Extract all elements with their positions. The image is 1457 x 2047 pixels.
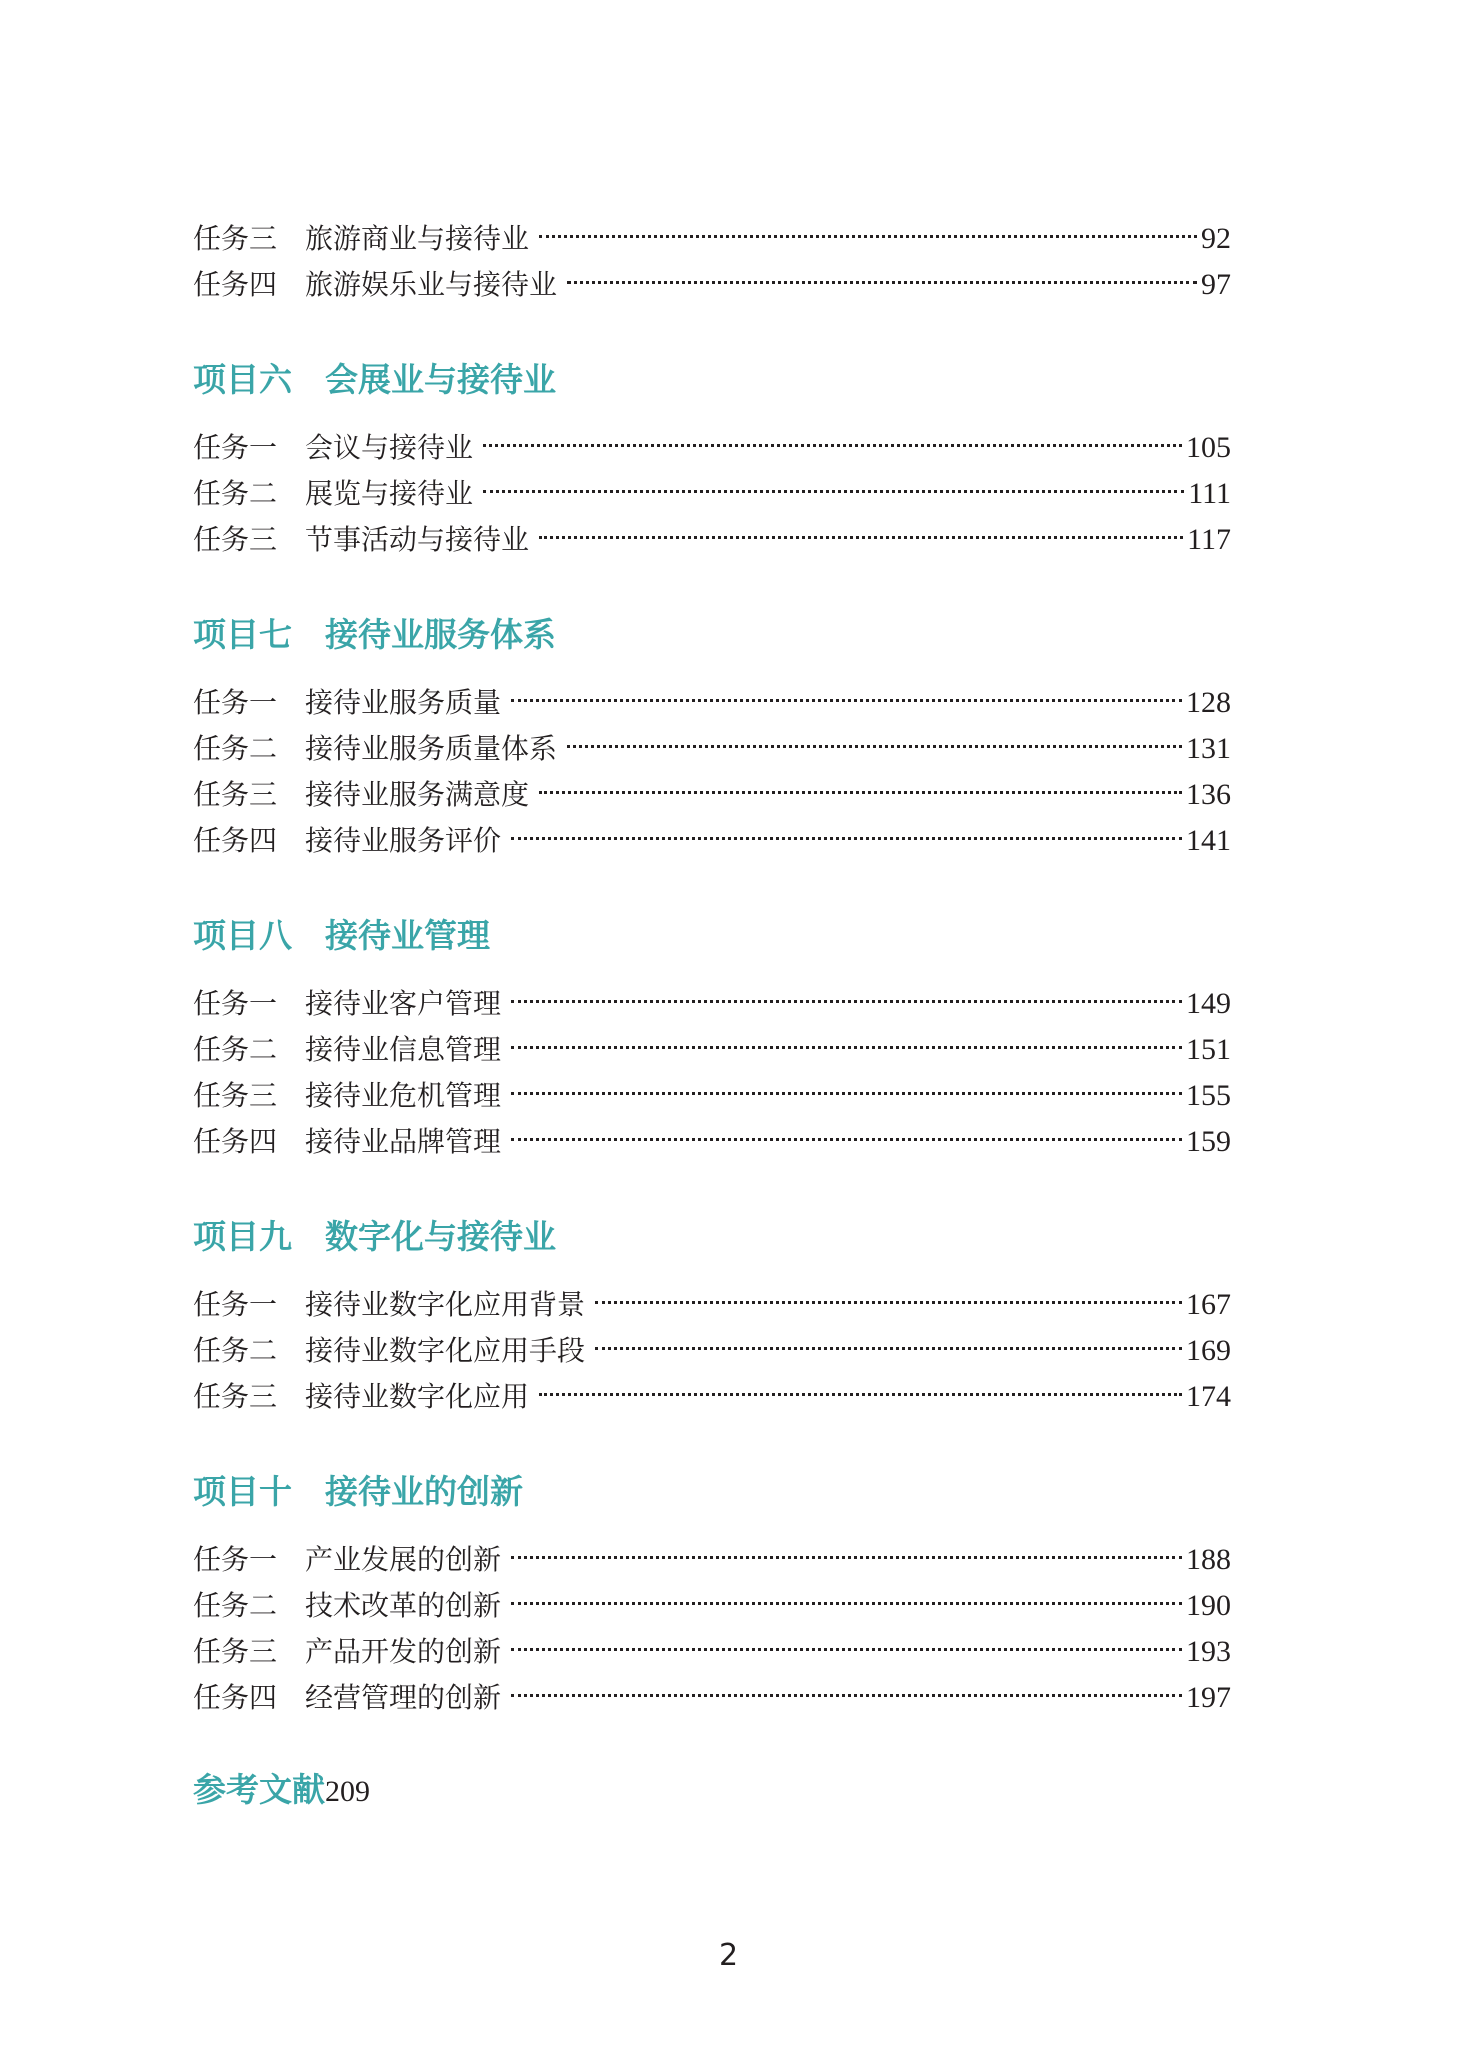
task-number: 任务四 (193, 824, 278, 857)
task-number: 任务一 (193, 686, 278, 719)
dot-leader (595, 1347, 1182, 1350)
dot-leader (483, 444, 1182, 447)
entry-page: 197 (1186, 1681, 1231, 1714)
section-heading[interactable] (193, 612, 1231, 658)
toc-entry[interactable] (193, 818, 1231, 864)
section-heading[interactable] (193, 357, 1231, 403)
dot-leader (539, 1393, 1182, 1396)
entry-title: 接待业品牌管理 (305, 1125, 502, 1158)
entry-page: 169 (1186, 1334, 1231, 1367)
dot-leader (539, 536, 1183, 539)
references-title: 参考文献 (193, 1770, 325, 1809)
toc-entry[interactable] (193, 772, 1231, 818)
entry-title: 经营管理的创新 (305, 1681, 502, 1714)
toc-entry[interactable] (193, 1537, 1231, 1583)
dot-leader (511, 1092, 1182, 1095)
section-number: 项目八 (193, 916, 292, 955)
entry-page: 117 (1187, 523, 1231, 556)
entry-page: 136 (1186, 778, 1231, 811)
entry-title: 会议与接待业 (305, 431, 474, 464)
task-number: 任务三 (193, 1635, 278, 1668)
section-number: 项目六 (193, 360, 292, 399)
task-number: 任务四 (193, 1125, 278, 1158)
entry-title: 产品开发的创新 (305, 1635, 502, 1668)
dot-leader (511, 1648, 1182, 1651)
section-number: 项目七 (193, 615, 292, 654)
dot-leader (511, 1000, 1182, 1003)
entry-page: 193 (1186, 1635, 1231, 1668)
dot-leader (511, 1046, 1182, 1049)
task-number: 任务三 (193, 1079, 278, 1112)
toc-entry[interactable] (193, 1328, 1231, 1374)
toc-entry[interactable] (193, 1629, 1231, 1675)
entry-page: 151 (1186, 1033, 1231, 1066)
entry-title: 接待业服务质量 (305, 686, 502, 719)
task-number: 任务四 (193, 268, 278, 301)
toc-entry[interactable] (193, 1282, 1231, 1328)
section-title: 接待业服务体系 (325, 615, 556, 654)
page-number: 2 (718, 1938, 739, 1973)
entry-title: 接待业客户管理 (305, 987, 502, 1020)
toc-entry[interactable] (193, 1675, 1231, 1721)
toc-entry[interactable] (193, 1027, 1231, 1073)
section-title: 会展业与接待业 (325, 360, 556, 399)
entry-title: 接待业危机管理 (305, 1079, 502, 1112)
task-number: 任务一 (193, 431, 278, 464)
entry-title: 接待业服务满意度 (305, 778, 530, 811)
entry-page: 190 (1186, 1589, 1231, 1622)
dot-leader (511, 1602, 1182, 1605)
task-number: 任务四 (193, 1681, 278, 1714)
entry-title: 产业发展的创新 (305, 1543, 502, 1576)
section-heading[interactable] (193, 1214, 1231, 1260)
section-title: 接待业的创新 (325, 1472, 523, 1511)
entry-title: 展览与接待业 (305, 477, 474, 510)
entry-title: 旅游商业与接待业 (305, 222, 530, 255)
entry-page: 141 (1186, 824, 1231, 857)
task-number: 任务一 (193, 987, 278, 1020)
entry-page: 92 (1201, 222, 1231, 255)
dot-leader (595, 1301, 1182, 1304)
dot-leader (539, 791, 1182, 794)
task-number: 任务三 (193, 1380, 278, 1413)
section-title: 数字化与接待业 (325, 1217, 556, 1256)
entry-title: 接待业数字化应用手段 (305, 1334, 586, 1367)
task-number: 任务二 (193, 732, 278, 765)
task-number: 任务一 (193, 1543, 278, 1576)
section-number: 项目十 (193, 1472, 292, 1511)
entry-title: 节事活动与接待业 (305, 523, 530, 556)
entry-title: 接待业数字化应用背景 (305, 1288, 586, 1321)
entry-title: 接待业信息管理 (305, 1033, 502, 1066)
entry-title: 接待业服务质量体系 (305, 732, 558, 765)
entry-page: 167 (1186, 1288, 1231, 1321)
toc-entry[interactable] (193, 1119, 1231, 1165)
references-entry[interactable] (193, 1767, 1231, 1813)
toc-entry[interactable] (193, 262, 1231, 308)
dot-leader (539, 235, 1197, 238)
entry-page: 159 (1186, 1125, 1231, 1158)
entry-title: 接待业数字化应用 (305, 1380, 530, 1413)
section-heading[interactable] (193, 1469, 1231, 1515)
section-number: 项目九 (193, 1217, 292, 1256)
entry-title: 旅游娱乐业与接待业 (305, 268, 558, 301)
task-number: 任务二 (193, 1033, 278, 1066)
section-heading[interactable] (193, 913, 1231, 959)
dot-leader (511, 699, 1182, 702)
task-number: 任务二 (193, 1589, 278, 1622)
dot-leader (511, 1694, 1182, 1697)
references-page: 209 (325, 1775, 370, 1808)
dot-leader (511, 1138, 1182, 1141)
toc-entry[interactable] (193, 216, 1231, 262)
task-number: 任务一 (193, 1288, 278, 1321)
task-number: 任务三 (193, 222, 278, 255)
entry-title: 接待业服务评价 (305, 824, 502, 857)
dot-leader (567, 281, 1197, 284)
toc-entry[interactable] (193, 471, 1231, 517)
entry-page: 111 (1188, 477, 1231, 510)
toc-entry[interactable] (193, 726, 1231, 772)
dot-leader (511, 837, 1182, 840)
toc-entry[interactable] (193, 981, 1231, 1027)
task-number: 任务二 (193, 1334, 278, 1367)
entry-page: 105 (1186, 431, 1231, 464)
entry-title: 技术改革的创新 (305, 1589, 502, 1622)
toc-entry[interactable] (193, 517, 1231, 563)
table-of-contents (193, 216, 1231, 1813)
dot-leader (567, 745, 1182, 748)
entry-page: 128 (1186, 686, 1231, 719)
entry-page: 188 (1186, 1543, 1231, 1576)
entry-page: 155 (1186, 1079, 1231, 1112)
toc-entry[interactable] (193, 1583, 1231, 1629)
entry-page: 97 (1201, 268, 1231, 301)
entry-page: 131 (1186, 732, 1231, 765)
dot-leader (511, 1556, 1182, 1559)
task-number: 任务三 (193, 778, 278, 811)
toc-entry[interactable] (193, 680, 1231, 726)
entry-page: 149 (1186, 987, 1231, 1020)
dot-leader (483, 490, 1184, 493)
toc-entry[interactable] (193, 1374, 1231, 1420)
task-number: 任务二 (193, 477, 278, 510)
toc-entry[interactable] (193, 425, 1231, 471)
task-number: 任务三 (193, 523, 278, 556)
toc-entry[interactable] (193, 1073, 1231, 1119)
section-title: 接待业管理 (325, 916, 490, 955)
entry-page: 174 (1186, 1380, 1231, 1413)
